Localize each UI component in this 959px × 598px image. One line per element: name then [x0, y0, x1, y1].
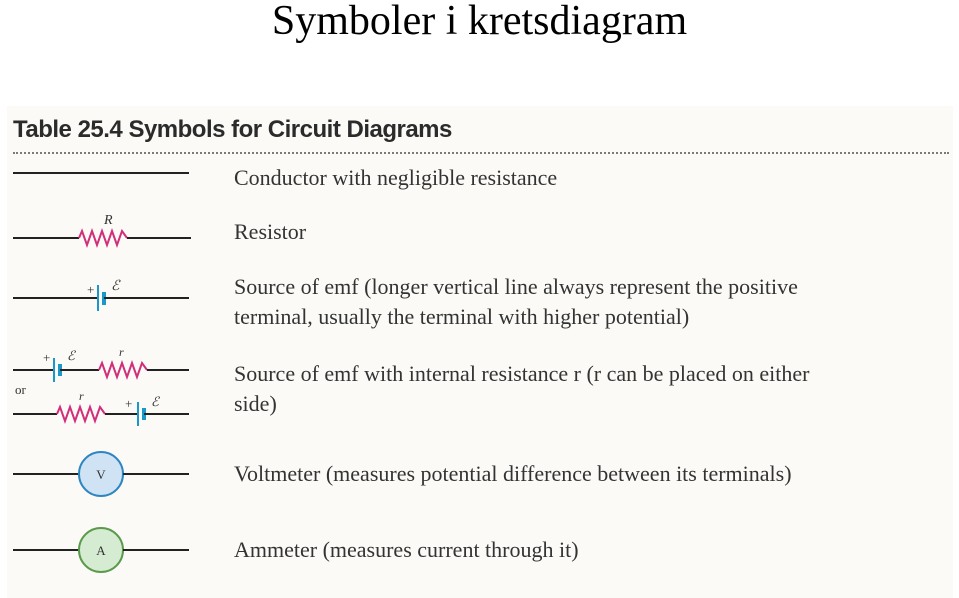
ammeter-description [234, 535, 579, 565]
voltmeter-description [234, 459, 792, 489]
emf-source-symbol [7, 274, 207, 320]
emf-internal-resistance-symbol [7, 346, 207, 430]
ammeter-symbol [7, 524, 207, 576]
plus-label: + [125, 396, 133, 411]
description-line: terminal, usually the terminal with higher potential) [234, 304, 690, 329]
description-line: Conductor with negligible resistance [234, 165, 558, 190]
resistor-description [234, 217, 306, 247]
description-line: Source of emf (longer vertical line always represent the positive [234, 274, 798, 299]
symbols-table [7, 106, 953, 598]
voltmeter-label: V [96, 467, 106, 482]
plus-label: + [87, 282, 95, 297]
conductor-description [234, 163, 557, 193]
description-line: Voltmeter (measures potential difference between its terminals) [234, 461, 792, 486]
description-line: side) [234, 391, 277, 416]
voltmeter-symbol [7, 448, 207, 500]
description-line: Source of emf with internal resistance r (r can be placed on either [234, 361, 810, 386]
table-heading: Table 25.4 Symbols for Circuit Diagrams [13, 116, 452, 143]
description-line: Ammeter (measures current through it) [234, 537, 579, 562]
emf-internal-resistance-description [234, 359, 809, 419]
or-label: or [15, 382, 26, 397]
plus-label: + [43, 350, 51, 365]
conductor-symbol [7, 158, 207, 188]
description-line: Resistor [234, 219, 307, 244]
emf-label: ℰ [151, 394, 159, 409]
emf-label: ℰ [67, 348, 75, 363]
resistor-label: R [104, 213, 113, 228]
heading-divider [13, 152, 949, 154]
emf-label: ℰ [111, 279, 120, 294]
resistor-symbol [7, 206, 207, 254]
internal-r-label: r [119, 345, 124, 359]
slide-title: Symboler i kretsdiagram [271, 0, 688, 44]
internal-r-label: r [79, 389, 84, 403]
ammeter-label: A [96, 543, 106, 558]
emf-source-description [234, 272, 798, 332]
